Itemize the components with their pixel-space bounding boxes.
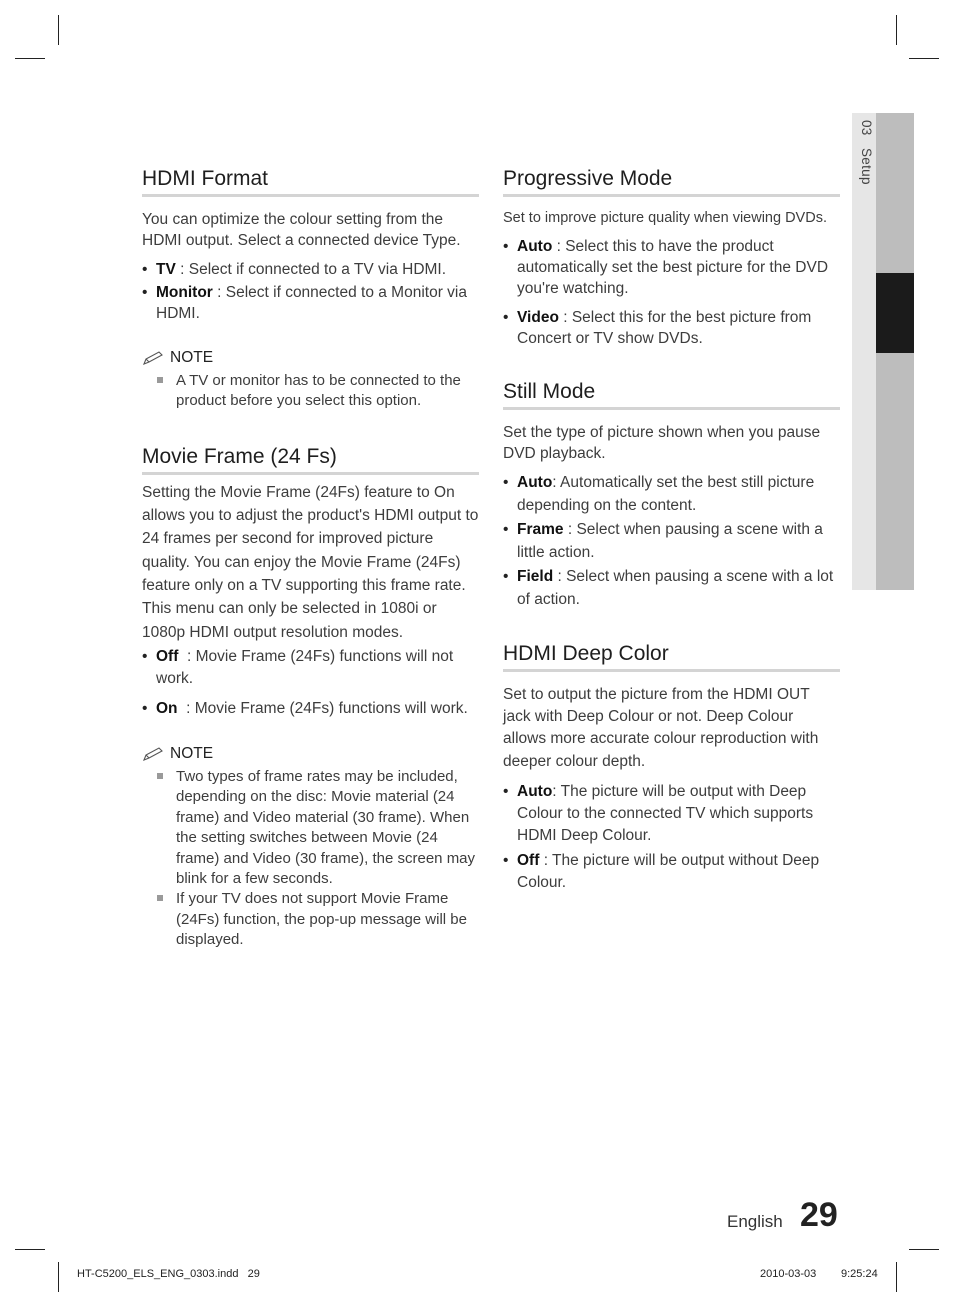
option-term: Field xyxy=(517,568,554,585)
list-item xyxy=(503,519,840,564)
option-term: Frame xyxy=(517,521,564,538)
note-list xyxy=(142,767,479,951)
option-term: TV xyxy=(156,261,176,278)
page-number: 29 xyxy=(800,1196,838,1234)
section-title: HDMI Format xyxy=(142,166,479,197)
note-item: Two types of frame rates may be included, depending on the disc: Movie material (24 frame) and Video material (30 frame). When the setting switches between Movie (24 frame) and Video (30 frame), the screen may blink for a few seconds. xyxy=(176,767,479,889)
option-desc: : Select this to have the product automatically set the best picture for the DVD you're watching. xyxy=(517,238,829,297)
chapter-name: Setup xyxy=(859,147,874,185)
crop-mark xyxy=(15,58,45,59)
option-list xyxy=(142,259,479,324)
section-still-mode xyxy=(503,379,840,611)
crop-mark xyxy=(58,1262,59,1292)
section-intro: Set to output the picture from the HDMI OUT jack with Deep Colour or not. Deep Colour allows more accurate colour reproduction with deeper colour depth. xyxy=(503,686,819,770)
section-intro: Setting the Movie Frame (24Fs) feature to On allows you to adjust the product's HDMI output to 24 frames per second for improved picture quality. You can enjoy the Movie Frame (24Fs) feature only on a TV supporting this frame rate. This menu can only be selected in 1080i or 1080p HDMI output resolution modes. xyxy=(142,483,479,641)
slug-filename: HT-C5200_ELS_ENG_0303.indd 29 xyxy=(77,1268,260,1280)
note-label: NOTE xyxy=(170,349,214,366)
list-item xyxy=(142,282,479,324)
chapter-label xyxy=(854,120,874,185)
option-list xyxy=(503,236,840,349)
section-hdmi-deep-color xyxy=(503,641,840,894)
crop-mark xyxy=(15,1249,45,1250)
note-label: NOTE xyxy=(170,744,214,762)
option-term: On xyxy=(156,699,178,717)
slug-date: 2010-03-03 xyxy=(760,1268,817,1280)
option-desc: : Movie Frame (24Fs) functions will work. xyxy=(177,699,468,717)
chapter-tab-marker xyxy=(876,273,914,353)
list-item xyxy=(142,698,479,719)
footer-language: English xyxy=(727,1212,783,1231)
slug-time: 9:25:24 xyxy=(841,1268,878,1280)
section-intro: Set the type of picture shown when you pause DVD playback. xyxy=(503,424,821,462)
section-intro: You can optimize the colour setting from the HDMI output. Select a connected device Type. xyxy=(142,211,461,249)
section-title: Still Mode xyxy=(503,379,840,410)
option-term: Off xyxy=(156,647,179,665)
option-term: Off xyxy=(517,851,540,869)
section-title: Movie Frame (24 Fs) xyxy=(142,444,479,475)
note-list xyxy=(142,371,479,412)
section-title: HDMI Deep Color xyxy=(503,641,840,672)
section-hdmi-format xyxy=(142,166,479,412)
option-desc: : Select if connected to a TV via HDMI. xyxy=(175,261,447,278)
list-item xyxy=(503,236,840,299)
option-desc: : Select when pausing a scene with a lot of action. xyxy=(517,568,834,608)
option-list xyxy=(142,646,479,719)
list-item xyxy=(503,472,840,517)
note-item: If your TV does not support Movie Frame (24Fs) function, the pop-up message will be displayed. xyxy=(176,889,479,950)
option-desc: : Movie Frame (24Fs) functions will not work. xyxy=(156,647,458,687)
option-list xyxy=(503,781,840,894)
list-item xyxy=(503,566,840,611)
crop-mark xyxy=(896,1262,897,1292)
note-header xyxy=(142,348,479,368)
option-term: Auto xyxy=(517,474,553,491)
crop-mark xyxy=(58,15,59,45)
section-title: Progressive Mode xyxy=(503,166,840,197)
list-item xyxy=(142,646,479,690)
crop-mark xyxy=(896,15,897,45)
crop-mark xyxy=(909,1249,939,1250)
option-desc: : Select if connected to a Monitor via HDMI. xyxy=(156,284,467,322)
option-list xyxy=(503,472,840,611)
option-term: Auto xyxy=(517,238,553,255)
option-desc: : The picture will be output without Deep Colour. xyxy=(517,851,820,891)
section-movie-frame xyxy=(142,444,479,951)
left-column xyxy=(142,166,479,951)
list-item xyxy=(503,850,840,894)
option-desc: : The picture will be output with Deep Colour to the connected TV which supports HDMI Deep Colour. xyxy=(517,782,814,844)
chapter-number: 03 xyxy=(859,120,874,136)
list-item xyxy=(503,781,840,847)
note-header xyxy=(142,744,479,764)
option-term: Video xyxy=(517,309,559,326)
pencil-icon xyxy=(142,350,166,366)
option-desc: : Select this for the best picture from Concert or TV show DVDs. xyxy=(517,309,812,347)
list-item xyxy=(503,307,840,349)
note-item: A TV or monitor has to be connected to the product before you select this option. xyxy=(176,371,479,412)
option-term: Monitor xyxy=(156,284,213,301)
pencil-icon xyxy=(142,746,166,762)
section-intro: Set to improve picture quality when viewing DVDs. xyxy=(503,210,827,226)
right-column xyxy=(503,166,840,894)
crop-mark xyxy=(909,58,939,59)
option-desc: : Select when pausing a scene with a little action. xyxy=(517,521,823,561)
list-item xyxy=(142,259,479,280)
option-term: Auto xyxy=(517,782,553,800)
section-progressive-mode xyxy=(503,166,840,349)
option-desc: : Automatically set the best still picture depending on the content. xyxy=(517,474,815,514)
